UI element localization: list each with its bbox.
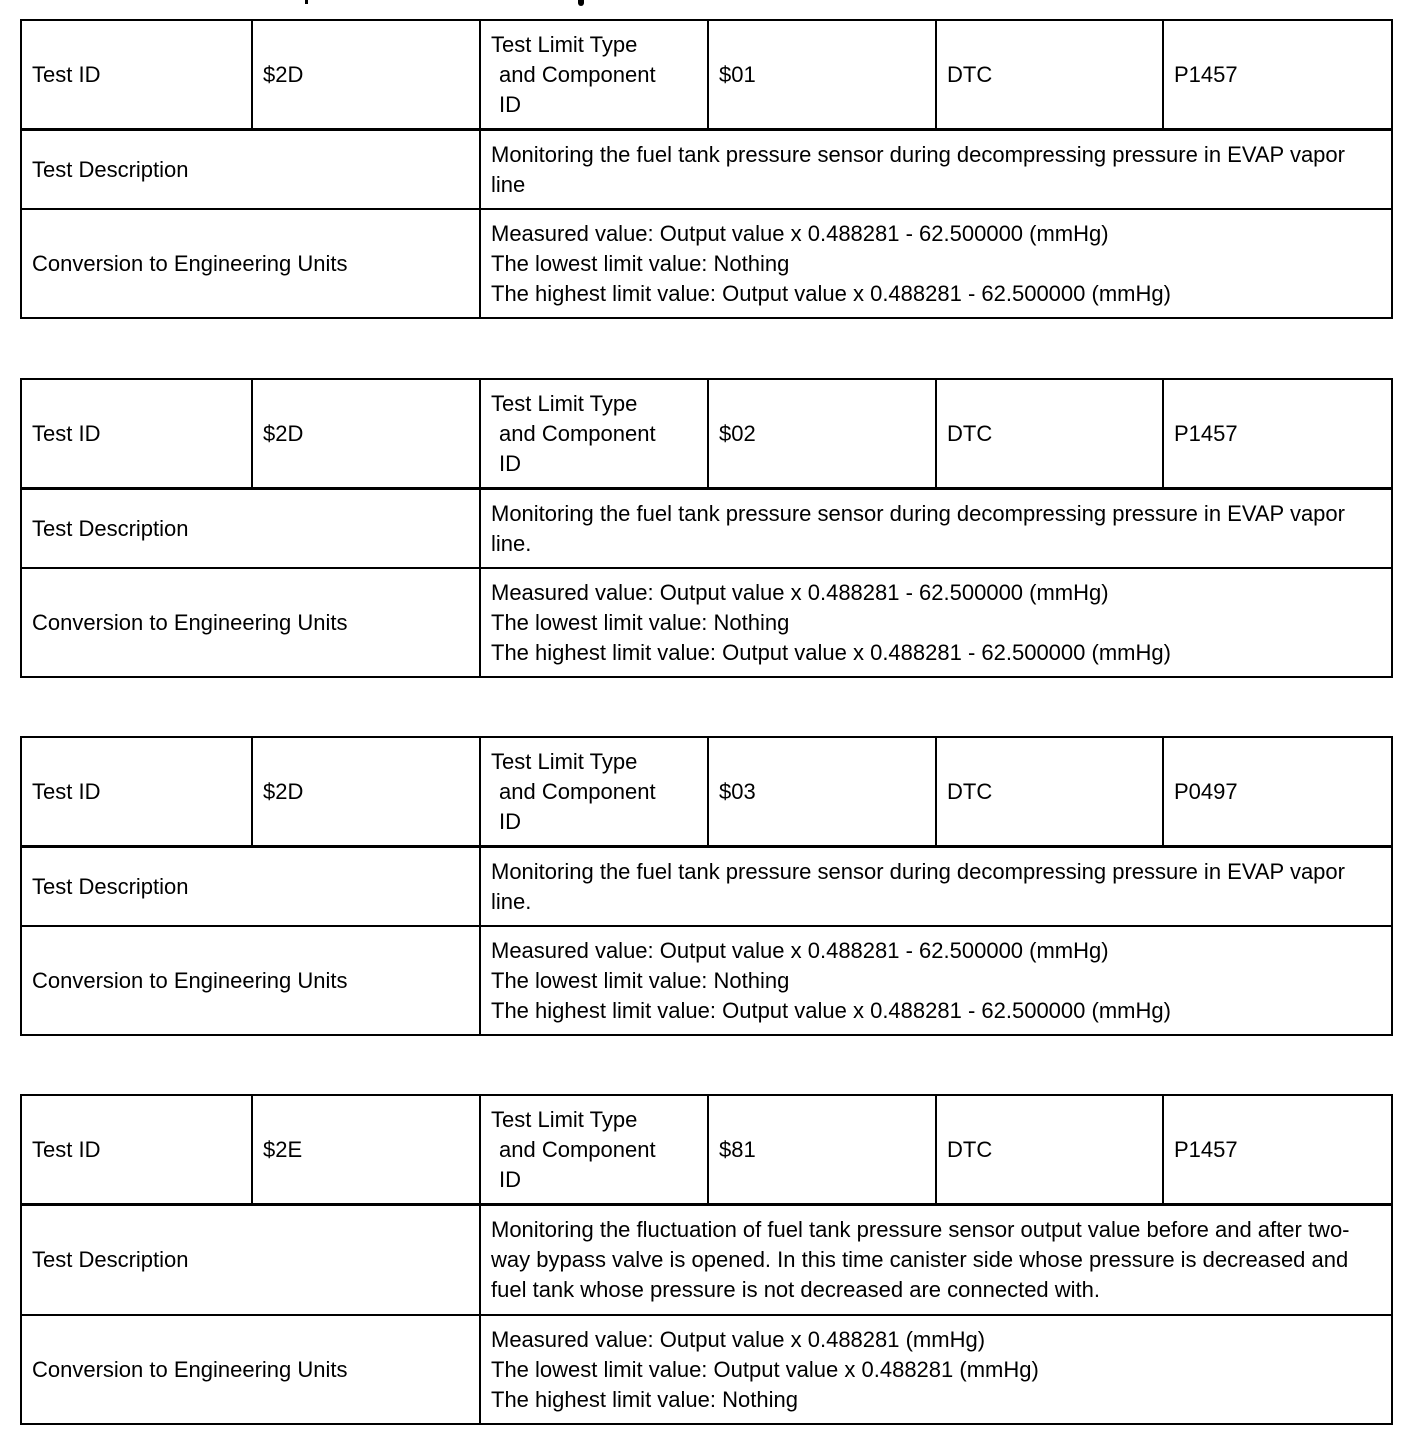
test-description-value: Monitoring the fluctuation of fuel tank pressure sensor output value before and after two-way bypass valve is opened. In this time canister side whose pressure is decreased and fuel tank whose pressure is not decreased are connected with. bbox=[480, 1205, 1392, 1316]
dtc-label: DTC bbox=[936, 379, 1163, 489]
test-description-value: Monitoring the fuel tank pressure sensor during decompressing pressure in EVAP vapor line. bbox=[480, 489, 1392, 569]
dtc-value: P0497 bbox=[1163, 737, 1392, 847]
lowest-limit-line: The lowest limit value: Nothing bbox=[491, 967, 790, 993]
test-id-value: $2D bbox=[252, 379, 480, 489]
description-row bbox=[21, 847, 1392, 927]
limit-type-value: $01 bbox=[708, 20, 936, 130]
limit-type-label: Test Limit Type and Component ID bbox=[480, 737, 708, 847]
test-id-label: Test ID bbox=[21, 1095, 252, 1205]
test-id-label: Test ID bbox=[21, 20, 252, 130]
limit-type-value: $03 bbox=[708, 737, 936, 847]
limit-type-value: $81 bbox=[708, 1095, 936, 1205]
highest-limit-line: The highest limit value: Output value x 0.488281 - 62.500000 (mmHg) bbox=[491, 280, 1171, 306]
limit-type-label: Test Limit Type and Component ID bbox=[480, 379, 708, 489]
conversion-value bbox=[480, 926, 1392, 1035]
dtc-table bbox=[20, 378, 1393, 678]
test-description-value: Monitoring the fuel tank pressure sensor during decompressing pressure in EVAP vapor line. bbox=[480, 847, 1392, 927]
test-id-value: $2D bbox=[252, 737, 480, 847]
test-description-label: Test Description bbox=[21, 847, 480, 927]
limit-type-value: $02 bbox=[708, 379, 936, 489]
limit-type-label: Test Limit Type and Component ID bbox=[480, 20, 708, 130]
description-row bbox=[21, 1205, 1392, 1316]
dtc-table bbox=[20, 1094, 1393, 1425]
dtc-value: P1457 bbox=[1163, 20, 1392, 130]
heading-fragment bbox=[578, 0, 584, 6]
lowest-limit-line: The lowest limit value: Nothing bbox=[491, 250, 790, 276]
conversion-label: Conversion to Engineering Units bbox=[21, 568, 480, 677]
header-row bbox=[21, 1095, 1392, 1205]
dtc-label: DTC bbox=[936, 20, 1163, 130]
conversion-value bbox=[480, 1315, 1392, 1424]
conversion-label: Conversion to Engineering Units bbox=[21, 1315, 480, 1424]
measured-value-line: Measured value: Output value x 0.488281 - 62.500000 (mmHg) bbox=[491, 937, 1109, 963]
dtc-label: DTC bbox=[936, 1095, 1163, 1205]
conversion-label: Conversion to Engineering Units bbox=[21, 209, 480, 318]
dtc-value: P1457 bbox=[1163, 379, 1392, 489]
highest-limit-line: The highest limit value: Nothing bbox=[491, 1386, 798, 1412]
lowest-limit-line: The lowest limit value: Nothing bbox=[491, 609, 790, 635]
conversion-row bbox=[21, 568, 1392, 677]
test-description-value: Monitoring the fuel tank pressure sensor during decompressing pressure in EVAP vapor line bbox=[480, 130, 1392, 210]
conversion-value bbox=[480, 209, 1392, 318]
description-row bbox=[21, 130, 1392, 210]
limit-type-label: Test Limit Type and Component ID bbox=[480, 1095, 708, 1205]
highest-limit-line: The highest limit value: Output value x 0.488281 - 62.500000 (mmHg) bbox=[491, 639, 1171, 665]
header-row bbox=[21, 20, 1392, 130]
conversion-row bbox=[21, 209, 1392, 318]
conversion-value bbox=[480, 568, 1392, 677]
lowest-limit-line: The lowest limit value: Output value x 0.488281 (mmHg) bbox=[491, 1356, 1039, 1382]
heading-fragment bbox=[305, 0, 308, 4]
dtc-value: P1457 bbox=[1163, 1095, 1392, 1205]
clipped-section-heading bbox=[0, 0, 1408, 8]
test-id-label: Test ID bbox=[21, 379, 252, 489]
test-description-label: Test Description bbox=[21, 489, 480, 569]
measured-value-line: Measured value: Output value x 0.488281 - 62.500000 (mmHg) bbox=[491, 220, 1109, 246]
measured-value-line: Measured value: Output value x 0.488281 (mmHg) bbox=[491, 1326, 986, 1352]
dtc-label: DTC bbox=[936, 737, 1163, 847]
dtc-table bbox=[20, 736, 1393, 1036]
description-row bbox=[21, 489, 1392, 569]
conversion-row bbox=[21, 1315, 1392, 1424]
test-description-label: Test Description bbox=[21, 130, 480, 210]
test-id-value: $2D bbox=[252, 20, 480, 130]
header-row bbox=[21, 379, 1392, 489]
conversion-row bbox=[21, 926, 1392, 1035]
test-id-label: Test ID bbox=[21, 737, 252, 847]
test-description-label: Test Description bbox=[21, 1205, 480, 1316]
header-row bbox=[21, 737, 1392, 847]
highest-limit-line: The highest limit value: Output value x 0.488281 - 62.500000 (mmHg) bbox=[491, 997, 1171, 1023]
conversion-label: Conversion to Engineering Units bbox=[21, 926, 480, 1035]
dtc-table bbox=[20, 19, 1393, 319]
measured-value-line: Measured value: Output value x 0.488281 - 62.500000 (mmHg) bbox=[491, 579, 1109, 605]
test-id-value: $2E bbox=[252, 1095, 480, 1205]
